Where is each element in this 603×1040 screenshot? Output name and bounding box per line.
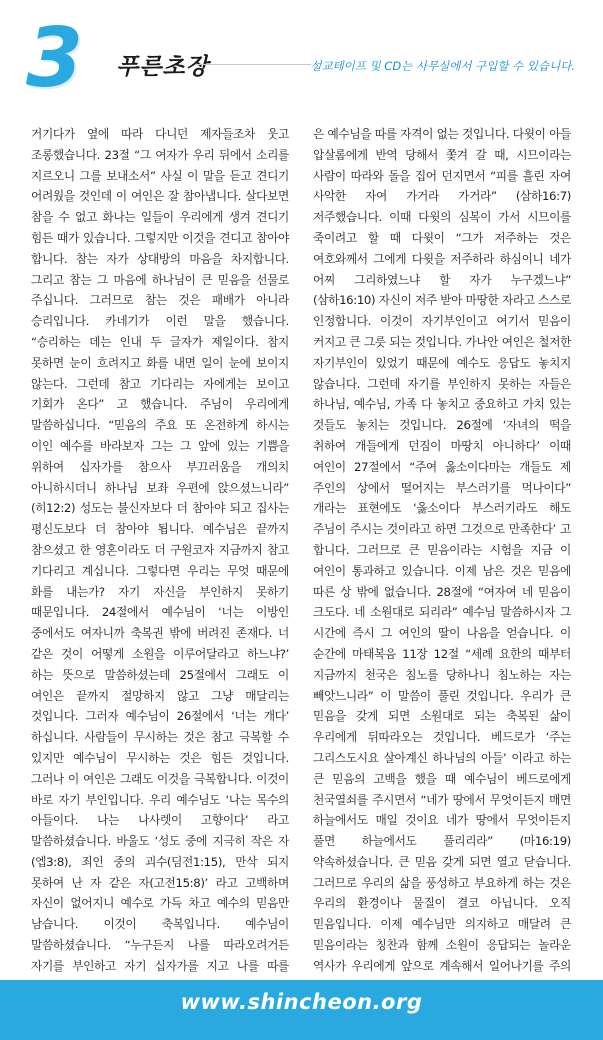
section-title: 푸른초장	[116, 54, 209, 80]
article-text-right: 은 예수님을 따를 자격이 없는 것입니다. 다윗이 아들 압살롬에게 반역 당해서 쫓겨 갈 때, 시므이라는 사람이 따라와 돌을 집어 던지면서 “피를 흘린 자여 사악한 자여 가거라 가거라” (삼하16:7) 저주했습니다. 이때 다윗의 심복이 가서 시므이를 죽이려고 할 때 다윗이 “그가 저주하는 것은 여호와께서 그에게 다윗을 저주하라 하심이니 네가 어찌 그리하였느냐 할 자가 누구겠느냐” (삼하16:10) 자신이 저주 받아 마땅한 자라고 스스로 인정합니다. 이것이 자기부인이고 여기서 믿음이 커지고 큰 그릇 되는 것입니다. 가나안 여인은 철저한 자기부인이 있었기 때문에 예수도 응답도 놓치지 않습니다. 그런데 자기를 부인하지 못하는 자들은 하나님, 예수님, 가족 다 놓치고 중요하고 가치 있는 것들도 놓치는 것입니다. 26절에 ‘자녀의 떡을 취하여 개들에게 던짐이 마땅치 아니하다’ 이때 여인이 27절에서 “주여 옳소이다마는 개들도 제 주인의 상에서 떨어지는 부스러기를 먹나이다” 개라는 표현에도 ‘옳소이다 부스러기라도 해도 주님이 주시는 것이라고 하면 그것으로 만족한다’ 고 합니다. 그러므로 큰 믿음이라는 시험을 지금 이 여인이 통과하고 있습니다. 이제 남은 것은 믿음에 따른 상 밖에 없습니다. 28절에 “여자여 네 믿음이 크도다. 네 소원대로 되리라” 예수님 말씀하시자 그 시간에 즉시 그 여인의 딸이 나음을 얻습니다. 이 순간에 마태복음 11장 12절 “세례 요한의 때부터 지금까지 천국은 침노를 당하나니 침노하는 자는 빼앗느니라” 이 말씀이 풀린 것입니다. 우리가 큰 믿음을 갖게 되면 소원대로 되는 축복된 삶이 우리에게 뒤따라오는 것입니다. 베드로가 ‘주는 그리스도시요 살아계신 하나님의 아들’ 이라고 하는 큰 믿음의 고백을 했을 때 예수님이 베드로에게 천국열쇠를 주시면서 “네가 땅에서 무엇이든지 매면 하늘에서도 매일 것이요 네가 땅에서 무엇이든지 풀면 하늘에서도 풀리리라” (마16:19) 약속하셨습니다. 큰 믿음 갖게 되면 열고 닫습니다. 그러므로 우리의 삶을 풍성하고 부요하게 하는 것은 우리의 환경이나 물질이 결코 아닙니다. 오직 믿음입니다. 이제 예수님만 의지하고 매달려 큰 믿음이라는 칭찬과 함께 소원이 응답되는 놀라운 역사가 우리에게 앞으로 계속해서 일어나기를 주의	[313, 127, 571, 973]
article-column-left	[31, 124, 289, 1018]
article-text-left: 거기다가 옆에 따라 다니던 제자들조차 웃고 조롱했습니다. 23절 “그 여자가 우리 뒤에서 소리를 지르오니 그를 보내소서” 사실 이 말을 듣고 견디기 어려웠을 것인데 이 여인은 잘 참아냅니다. 살다보면 참을 수 없고 화나는 일들이 우리에게 생겨 견디기 힘든 때가 있습니다. 그렇지만 이것을 견디고 참아야 합니다. 참는 자가 상대방의 마음을 차지합니다. 그리고 참는 그 마음에 하나님이 큰 믿음을 선물로 주십니다. 그러므로 참는 것은 패배가 아니라 승리입니다. 카네기가 이런 말을 했습니다. “승리하는 데는 인내 두 글자가 제일이다. 참지 못하면 눈이 흐려지고 화를 내면 일이 눈에 보이지 않는다. 그런데 참고 기다리는 자에게는 보이고 기회가 온다” 고 했습니다. 주님이 우리에게 말씀하십니다. “믿음의 주요 또 온전하게 하시는 이인 예수를 바라보자 그는 그 앞에 있는 기쁨을 위하여 십자가를 참으사 부끄러움을 개의치 아니하시더니 하나님 보좌 우편에 앉으셨느니라” (히12:2) 성도는 불신자보다 더 참아야 되고 집사는 평신도보다 더 참아야 됩니다. 예수님은 끝까지 참으셨고 한 영혼이라도 더 구원코자 지금까지 참고 기다리고 계십니다. 그렇다면 우리는 무엇 때문에 화를 내는가? 자기 자신을 부인하지 못하기 때문입니다. 24절에서 예수님이 ‘너는 이방인 중에서도 여자니까 축복권 밖에 버려진 존재다. 너 같은 것이 어떻게 소원을 이루어달라고 하느냐?’ 하는 뜻으로 말씀하셨는데 25절에서 그래도 이 여인은 끝까지 절망하지 않고 그냥 매달리는 것입니다. 그러자 예수님이 26절에서 ‘너는 개다’ 하십니다. 사람들이 무시하는 것은 참고 극복할 수 있지만 예수님이 무시하는 것은 힘든 것입니다. 그러나 이 여인은 그래도 이것을 극복합니다. 이것이 바로 자기 부인입니다. 우리 예수님도 ‘나는 목수의 아들이다. 나는 나사렛이 고향이다’ 라고 말씀하셨습니다. 바울도 ‘성도 중에 지극히 작은 자(엡3:8), 죄인 중의 괴수(딤전1:15), 만삭 되지 못하여 난 자 같은 자(고전15:8)’ 라고 고백하며 자신이 없어지니 예수로 가득 차고 예수의 믿음만 남습니다. 이것이 축복입니다. 예수님이 말씀하셨습니다. “누구든지 나를 따라오려거든 자기를 부인하고 자기 십자가를 지고 나를 따를	[31, 127, 289, 973]
footer-band	[0, 980, 603, 1040]
header-tagline: 설교테이프 및 CD는 사무실에서 구입할 수 있습니다.	[310, 59, 575, 73]
section-number: 3	[26, 11, 84, 106]
page-header	[0, 0, 603, 112]
footer-url[interactable]: www.shincheon.org	[180, 990, 423, 1014]
header-divider	[196, 64, 311, 65]
article-column-right	[313, 124, 571, 997]
